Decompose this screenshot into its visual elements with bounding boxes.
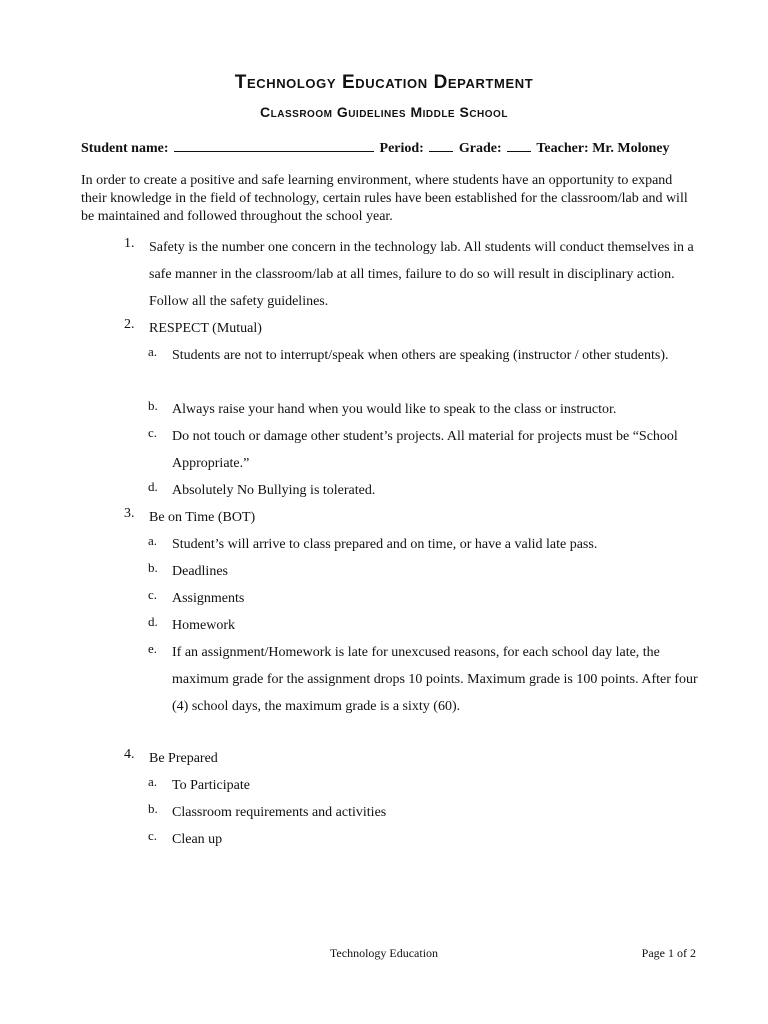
rule-text: Safety is the number one concern in the technology lab. All students will conduct themselves in a safe manner in the classroom/lab at all times, failure to do so will result in disciplinary action. Follow all the safety guidelines. <box>149 240 694 309</box>
page-subtitle: Classroom Guidelines Middle School <box>260 104 508 120</box>
rule-text: Be Prepared <box>149 751 218 766</box>
period-blank <box>429 137 453 152</box>
sub-item-letter: a. <box>148 533 158 548</box>
sub-item-text: Classroom requirements and activities <box>172 805 387 820</box>
grade-label: Grade: <box>458 141 502 156</box>
page-title: Technology Education Department <box>234 72 534 93</box>
rule-number: 4. <box>124 747 135 762</box>
student-name-blank <box>174 137 374 152</box>
rule-number: 3. <box>124 506 135 521</box>
sub-item-text: Student’s will arrive to class prepared and on time, or have a valid late pass. <box>172 537 598 552</box>
student-name-label: Student name: <box>81 141 169 156</box>
sub-item-text: Assignments <box>172 591 245 606</box>
sub-item-letter: c. <box>148 587 158 602</box>
sub-item-letter: c. <box>148 828 158 843</box>
sub-item-letter: b. <box>148 398 158 413</box>
sub-item-text: Always raise your hand when you would like to speak to the class or instructor. <box>172 402 617 417</box>
sub-item-text: Students are not to interrupt/speak when others are speaking (instructor / other students). <box>172 348 669 363</box>
sub-item-text: Homework <box>172 618 235 633</box>
sub-item-letter: b. <box>148 801 158 816</box>
page-number: Page 1 of 2 <box>641 946 696 960</box>
sub-item-letter: e. <box>148 641 158 656</box>
sub-item-text: Absolutely No Bullying is tolerated. <box>172 483 376 498</box>
intro-paragraph: In order to create a positive and safe learning environment, where students have an opportunity to expand their knowledge in the field of technology, certain rules have been established for the classroom/lab and will be maintained and followed throughout the school year. <box>81 173 688 224</box>
student-info-line <box>81 137 701 157</box>
sub-item-letter: c. <box>148 425 158 440</box>
sub-item-text: If an assignment/Homework is late for unexcused reasons, for each school day late, the maximum grade for the assignment drops 10 points. Maximum grade is 100 points. After four (4) school days, the maximum grade is a sixty (60). <box>172 645 698 714</box>
teacher-label: Teacher: Mr. Moloney <box>536 141 670 156</box>
sub-item-letter: d. <box>148 614 158 629</box>
grade-blank <box>507 137 531 152</box>
rule-number: 1. <box>124 236 135 251</box>
rule-text: RESPECT (Mutual) <box>149 321 262 336</box>
footer-title: Technology Education <box>329 946 439 960</box>
rule-text: Be on Time (BOT) <box>149 510 256 525</box>
sub-item-text: Clean up <box>172 832 223 847</box>
sub-item-letter: d. <box>148 479 158 494</box>
sub-item-letter: a. <box>148 344 158 359</box>
sub-item-letter: a. <box>148 774 158 789</box>
period-label: Period: <box>379 141 424 156</box>
sub-item-letter: b. <box>148 560 158 575</box>
rule-number: 2. <box>124 317 135 332</box>
sub-item-text: Deadlines <box>172 564 228 579</box>
sub-item-text: To Participate <box>172 778 250 793</box>
sub-item-text: Do not touch or damage other student’s projects. All material for projects must be “School Appropriate.” <box>172 429 678 471</box>
